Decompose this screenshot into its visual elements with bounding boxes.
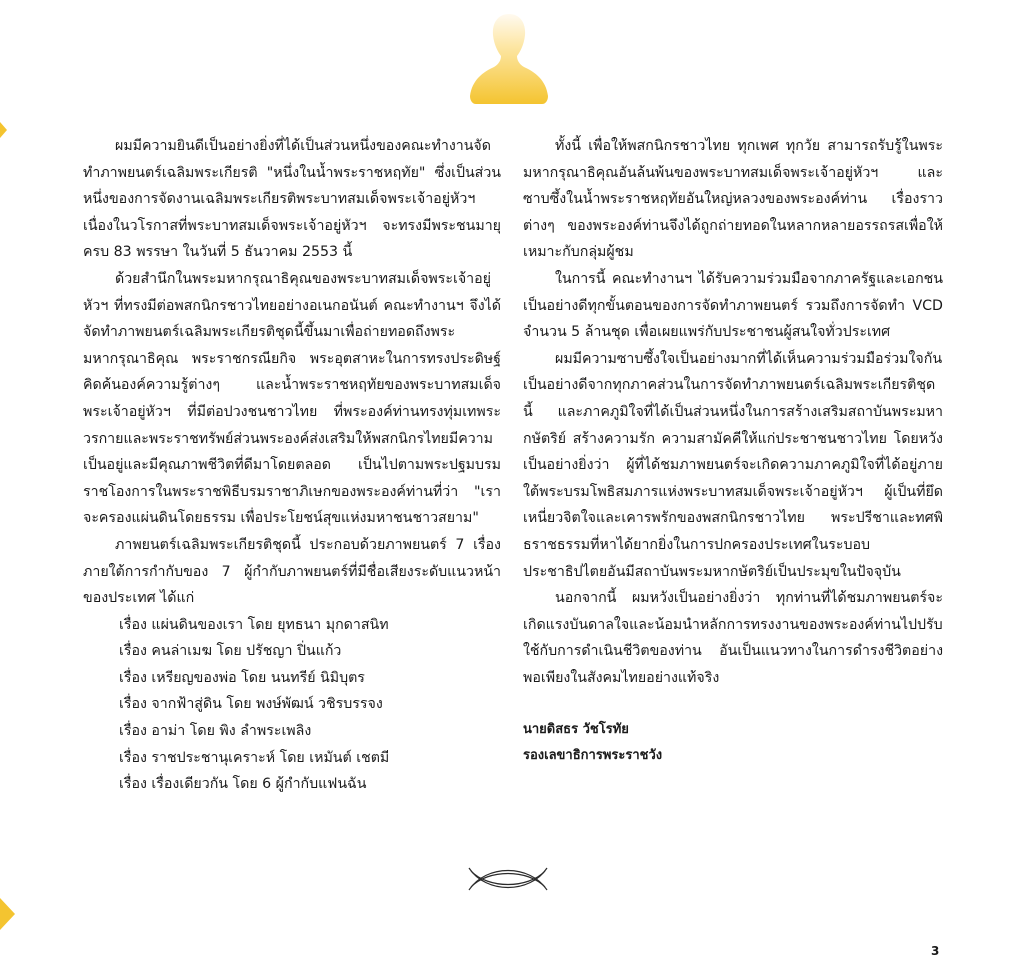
edge-triangle-icon [0, 898, 16, 930]
paragraph: นอกจากนี้ ผมหวังเป็นอย่างยิ่งว่า ทุกท่านที่ได้ชมภาพยนตร์จะเกิดแรงบันดาลใจและน้อมนำหลักการทรงงานของพระองค์ท่านไปปรับใช้กับการดำเนินชีวิตของท่าน อันเป็นแนวทางในการดำรงชีวิตอย่างพอเพียงในสังคมไทยอย่างแท้จริง [523, 590, 943, 686]
paragraph: ทั้งนี้ เพื่อให้พสกนิกรชาวไทย ทุกเพศ ทุกวัย สามารถรับรู้ในพระมหากรุณาธิคุณอันล้นพ้นของพระบาทสมเด็จพระเจ้าอยู่หัวฯ และซาบซึ้งในน้ำพระราชหฤทัยอันใหญ่หลวงของพระองค์ท่าน เรื่องราวต่างๆ ของพระองค์ท่านจึงได้ถูกถ่ายทอดในหลากหลายอรรถรสเพื่อให้เหมาะกับกลุ่มผู้ชม [523, 138, 943, 261]
paragraph: ในการนี้ คณะทำงานฯ ได้รับความร่วมมือจากภาครัฐและเอกชนเป็นอย่างดีทุกขั้นตอนของการจัดทำภาพยนตร์ รวมถึงการจัดทำ VCD จำนวน 5 ล้านชุด เพื่อเผยแพร่กับประชาชนผู้สนใจทั่วประเทศ [523, 270, 943, 341]
wave-ornament-icon [466, 858, 550, 900]
film-list-item: เรื่อง ราชประชานุเคราะห์ โดย เหมันต์ เชตมี [119, 749, 390, 766]
paragraph: ด้วยสำนึกในพระมหากรุณาธิคุณของพระบาทสมเด็จพระเจ้าอยู่หัวฯ ที่ทรงมีต่อพสกนิกรชาวไทยอย่างอเนกอนันต์ คณะทำงานฯ จึงได้จัดทำภาพยนตร์เฉลิมพระเกียรติชุดนี้ขึ้นมาเพื่อถ่ายทอดถึงพระมหากรุณาธิคุณ พระราชกรณียกิจ พระอุตสาหะในการทรงประดิษฐ์คิดค้นองค์ความรู้ต่างๆ และน้ำพระราชหฤทัยของพระบาทสมเด็จพระเจ้าอยู่หัวฯ ที่มีต่อปวงชนชาวไทย ที่พระองค์ท่านทรงทุ่มเทพระวรกายและพระราชทรัพย์ส่วนพระองค์ส่งเสริมให้พสกนิกรไทยมีความเป็นอยู่และมีคุณภาพชีวิตที่ดีมาโดยตลอด เป็นไปตามพระปฐมบรมราชโองการในพระราชพิธีบรมราชาภิเษกของพระองค์ท่านที่ว่า "เราจะครองแผ่นดินโดยธรรม เพื่อประโยชน์สุขแห่งมหาชนชาวสยาม" [83, 270, 501, 527]
film-list-item: เรื่อง แผ่นดินของเรา โดย ยุทธนา มุกดาสนิท [119, 616, 389, 633]
paragraph: ภาพยนตร์เฉลิมพระเกียรติชุดนี้ ประกอบด้วยภาพยนตร์ 7 เรื่อง ภายใต้การกำกับของ 7 ผู้กำกับภาพยนตร์ที่มีชื่อเสียงระดับแนวหน้าของประเทศ ได้แก่ [83, 536, 501, 607]
portrait-silhouette-icon [468, 10, 550, 106]
edge-triangle-icon [0, 122, 8, 138]
right-column [523, 133, 943, 769]
page-number: 3 [931, 944, 940, 958]
film-list [83, 612, 501, 798]
signature-name: นายดิสธร วัชโรทัย [523, 722, 629, 738]
film-list-item: เรื่อง อาม่า โดย พิง ลำพระเพลิง [119, 723, 312, 740]
signature-title: รองเลขาธิการพระราชวัง [523, 748, 663, 764]
paragraph: ผมมีความยินดีเป็นอย่างยิ่งที่ได้เป็นส่วนหนึ่งของคณะทำงานจัดทำภาพยนตร์เฉลิมพระเกียรติ "หนึ่งในน้ำพระราชหฤทัย" ซึ่งเป็นส่วนหนึ่งของการจัดงานเฉลิมพระเกียรติพระบาทสมเด็จพระเจ้าอยู่หัวฯ เนื่องในวโรกาสที่พระบาทสมเด็จพระเจ้าอยู่หัวฯ จะทรงมีพระชนมายุครบ 83 พรรษา ในวันที่ 5 ธันวาคม 2553 นี้ [83, 138, 501, 261]
left-column [83, 133, 501, 798]
signature-block [523, 717, 943, 769]
film-list-item: เรื่อง จากฟ้าสู่ดิน โดย พงษ์พัฒน์ วชิรบรรจง [119, 696, 383, 713]
film-list-item: เรื่อง คนล่าเมฆ โดย ปรัชญา ปิ่นแก้ว [119, 643, 342, 660]
film-list-item: เรื่อง เหรียญของพ่อ โดย นนทรีย์ นิมิบุตร [119, 669, 365, 686]
paragraph: ผมมีความซาบซึ้งใจเป็นอย่างมากที่ได้เห็นความร่วมมือร่วมใจกันเป็นอย่างดีจากทุกภาคส่วนในการจัดทำภาพยนตร์เฉลิมพระเกียรติชุดนี้ และภาคภูมิใจที่ได้เป็นส่วนหนึ่งในการสร้างเสริมสถาบันพระมหากษัตริย์ สร้างความรัก ความสามัคคีให้แก่ประชาชนชาวไทย โดยหวังเป็นอย่างยิ่งว่า ผู้ที่ได้ชมภาพยนตร์จะเกิดความภาคภูมิใจที่ได้อยู่ภายใต้พระบรมโพธิสมภารแห่งพระบาทสมเด็จพระเจ้าอยู่หัวฯ ผู้เป็นที่ยึดเหนี่ยวจิตใจและเคารพรักของพสกนิกรชาวไทย พระปรีชาและทศพิธราชธรรมที่หาได้ยากยิ่งในการปกครองประเทศในระบอบประชาธิปไตยอันมีสถาบันพระมหากษัตริย์เป็นประมุขในปัจจุบัน [523, 350, 943, 580]
film-list-item: เรื่อง เรื่องเดียวกัน โดย 6 ผู้กำกับแฟนฉัน [119, 776, 367, 793]
